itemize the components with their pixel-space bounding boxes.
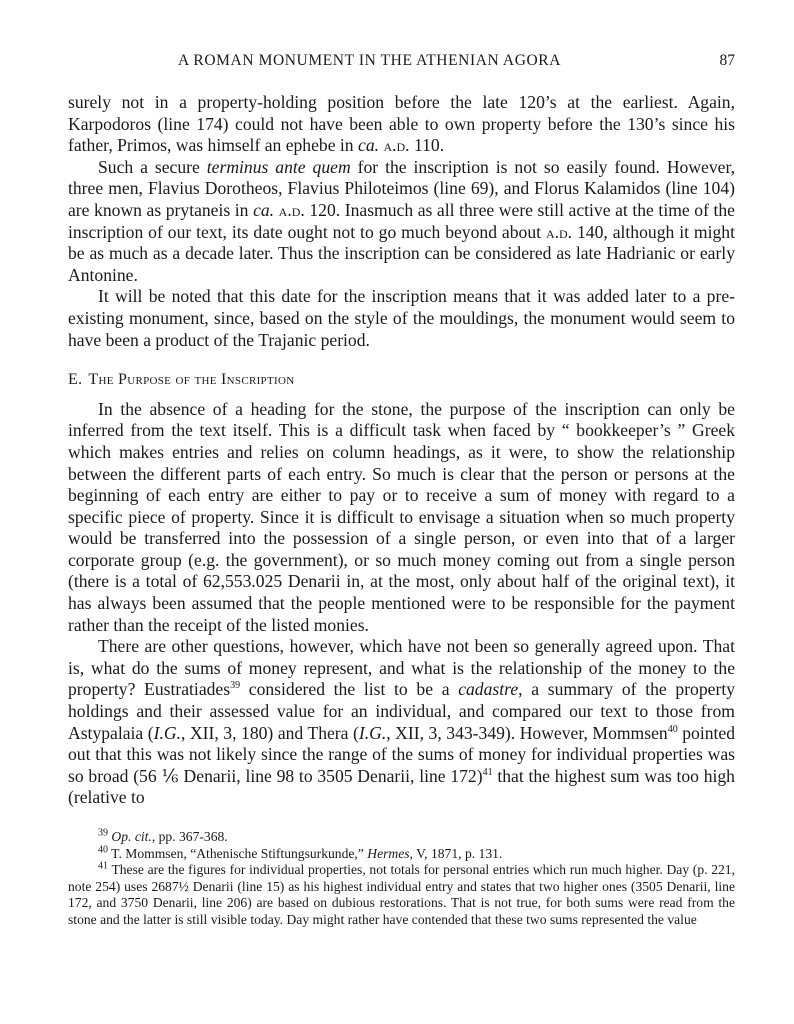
footnote-number: 39 — [98, 827, 108, 839]
paragraph-5-text-g: that the highest sum was too high (relative to — [68, 765, 735, 808]
paragraph-5 — [68, 636, 735, 809]
paragraph-1 — [68, 92, 735, 157]
paragraph-2 — [68, 157, 735, 287]
paragraph-4: In the absence of a heading for the stone, the purpose of the inscription can only be inferred from the text itself. This is a difficult task when faced by “ bookkeeper’s ” Greek which makes entries and relies on column headings, as it were, to show the relationship between the different parts of each entry. So much is clear that the person or persons at the beginning of each entry are either to pay or to receive a sum of money with regard to a specific piece of property. Since it is difficult to envisage a situation when so much property would be transferred into the possession of a single person, or even into that of a larger corporate group (e.g. the government), or so much money coming out from a single person (there is a total of 62,553.025 Denarii in, at the most, only about half of the original text), it has always been assumed that the people mentioned were to be responsible for the payment rather than the receipt of the listed monies. — [68, 398, 735, 635]
footnote-39-text: , pp. 367-368. — [151, 829, 228, 844]
section-title: The Purpose of the Inscription — [88, 371, 295, 389]
footnote-41 — [68, 862, 735, 928]
paragraph-3: It will be noted that this date for the inscription means that it was added later to a pre-existing monument, since, based on the style of the mouldings, the monument would seem to have been a product of the Trajanic period. — [68, 286, 735, 350]
ad-abbrev: a.d. — [383, 135, 410, 156]
footnote-39 — [68, 829, 735, 846]
ad-abbrev: a.d. — [545, 221, 573, 242]
paragraph-5-text-d: , XII, 3, 180) and Thera ( — [181, 722, 359, 743]
footnote-ref-40[interactable]: 40 — [667, 723, 678, 735]
footnotes — [68, 829, 735, 929]
ig-abbrev: I.G. — [153, 722, 182, 743]
section-heading — [68, 369, 735, 391]
paragraph-5-text: There are other questions, however, which have not been so generally agreed upon. That is, what do the sums of money represent, and what is the relationship of the money to the property? Eustratiades — [68, 636, 735, 700]
op-cit: Op. cit. — [111, 829, 152, 844]
ig-abbrev: I.G. — [358, 722, 387, 743]
page-number: 87 — [719, 52, 735, 69]
paragraph-5-text-f: pointed out that this was not likely since the range of the sums of money for individual properties was so broad (56 ⅙ Denarii, line 98 to 3505 Denarii, line 172) — [68, 722, 735, 786]
footnote-ref-39[interactable]: 39 — [230, 680, 241, 692]
paragraph-1-end: 110. — [409, 135, 445, 156]
running-title: A ROMAN MONUMENT IN THE ATHENIAN AGORA — [178, 52, 562, 69]
footnote-ref-41[interactable]: 41 — [482, 766, 493, 778]
footnote-41-text: These are the figures for individual properties, not totals for personal entries which run much higher. Day (p. 221, note 254) uses 2687½ Denarii (line 15) as his highest individual entry and states that two higher ones (3505 Denarii, line 172, and 3750 Denarii, line 206) are based on dubious restorations. That is not true, for both sums were read from the stone and the latter is still visible today. Day might rather have contended that these two sums represented the value — [68, 862, 736, 927]
page — [68, 52, 735, 929]
footnote-number: 40 — [98, 844, 108, 856]
circa-abbrev: ca. — [358, 135, 380, 156]
paragraph-1-text: surely not in a property-holding position before the late 120’s at the earliest. Again, Karpodoros (line 174) could not have been able to own property before the 130’s since his father, Primos, was himself an ephebe in — [68, 92, 735, 156]
footnote-number: 41 — [98, 860, 108, 872]
paragraph-2-text-c: 120. Inasmuch as all three were still active at the time of the inscription of our text, its date ought not to go much beyond about — [68, 199, 735, 242]
paragraph-5-text-b: considered the list to be a — [240, 679, 459, 700]
paragraph-2-text: Such a secure — [98, 156, 207, 177]
paragraph-2-text-b: for the inscription is not so easily found. However, three men, Flavius Dorotheos, Flavius Philoteimos (line 69), and Florus Kalamidos (line 104) are known as prytaneis in — [68, 156, 736, 220]
footnote-40-text: T. Mommsen, “Athenische Stiftungsurkunde,” — [111, 845, 368, 861]
ad-abbrev: a.d. — [278, 199, 305, 220]
running-header — [68, 52, 735, 76]
paragraph-2-text-d: 140, although it might be as much as a decade later. Thus the inscription can be considered as late Hadrianic or early Antonine. — [68, 221, 735, 285]
body-text — [68, 92, 735, 809]
footnote-40 — [68, 846, 735, 863]
section-label: E. — [68, 371, 83, 389]
paragraph-5-text-e: , XII, 3, 343-349). However, Mommsen — [386, 722, 668, 743]
circa-abbrev: ca. — [253, 199, 275, 220]
journal-title: Hermes, — [367, 845, 413, 861]
terminus-term: terminus ante quem — [206, 156, 351, 177]
paragraph-5-text-c: , a summary of the property holdings and their assessed value for an individual, and compared our text to those from Astypalaia ( — [68, 679, 736, 743]
cadastre-term: cadastre — [458, 679, 519, 700]
footnote-40-end: V, 1871, p. 131. — [412, 845, 503, 861]
